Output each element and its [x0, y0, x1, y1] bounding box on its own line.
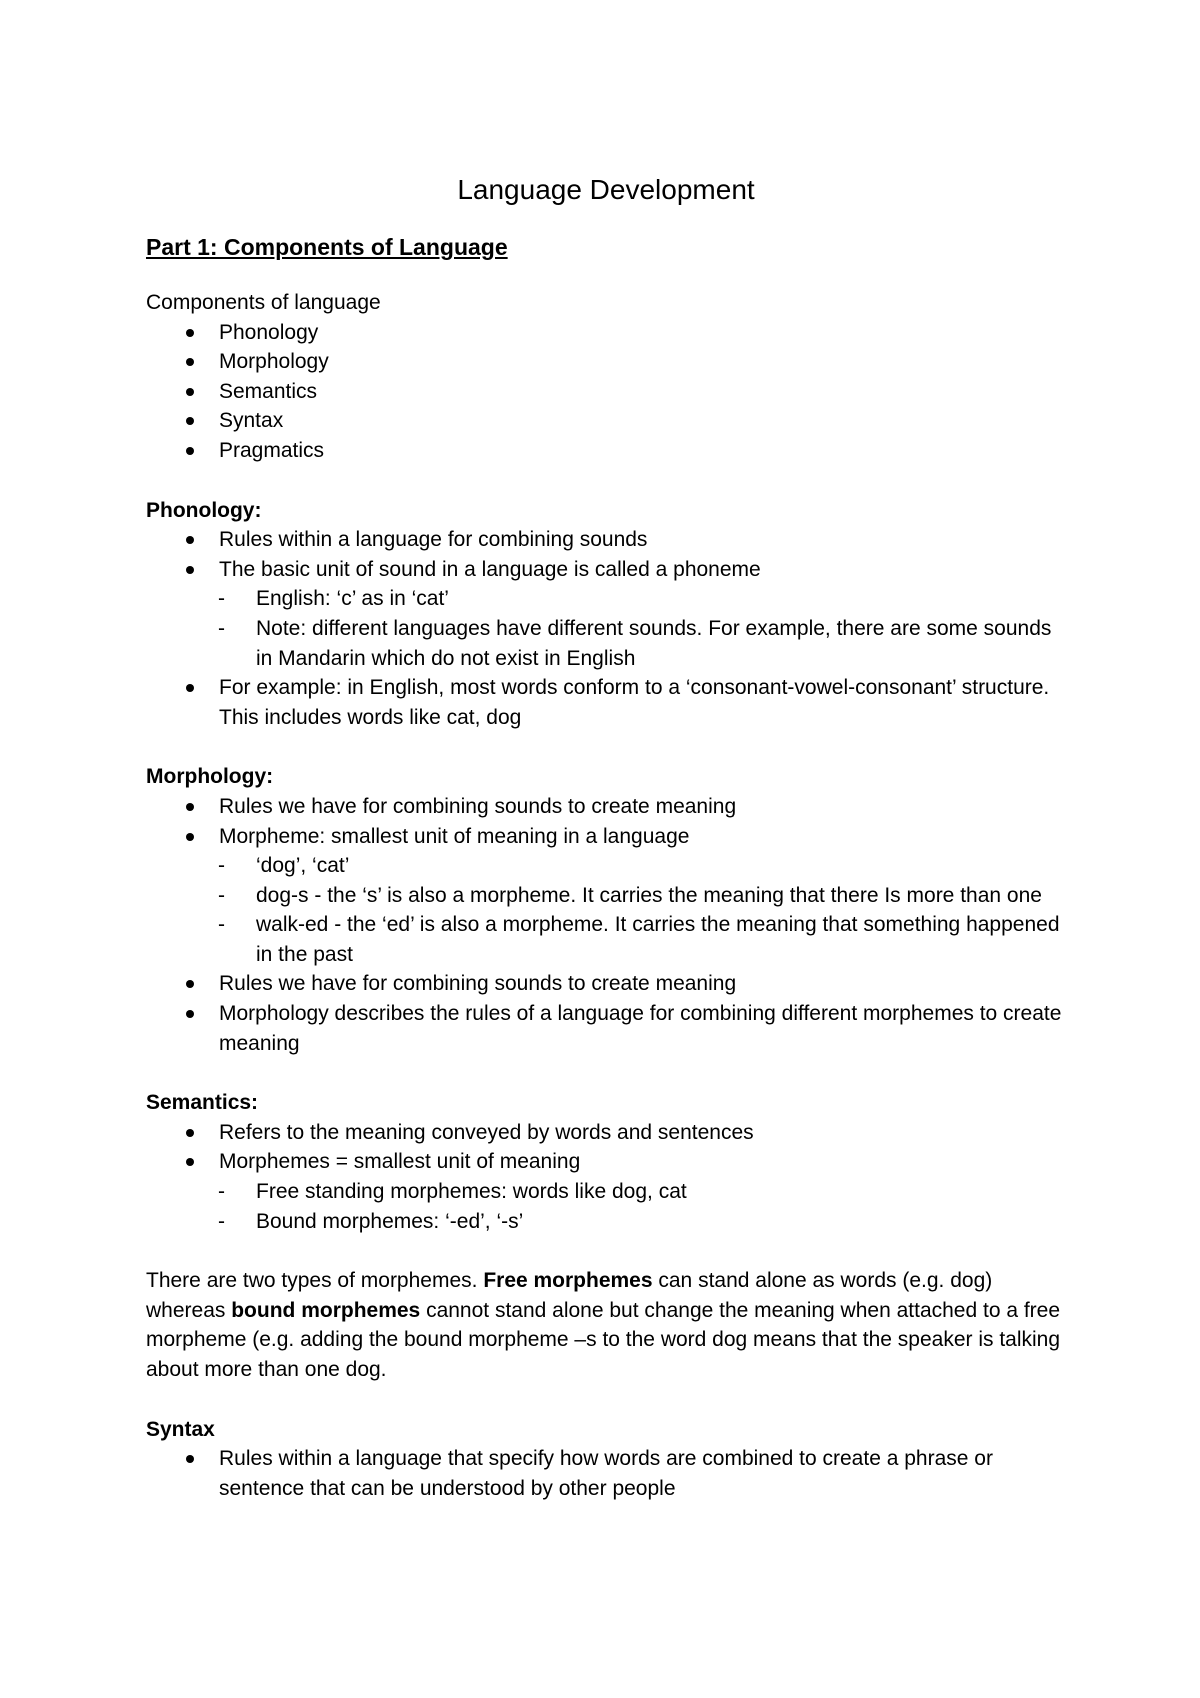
- morphology-list: [146, 792, 1066, 851]
- list-item: Pragmatics: [146, 436, 1066, 466]
- semantics-sublist: [146, 1177, 1066, 1236]
- list-item: Morpheme: smallest unit of meaning in a language: [146, 822, 1066, 852]
- document-title: Language Development: [457, 174, 755, 205]
- list-item: Syntax: [146, 406, 1066, 436]
- semantics-heading: Semantics:: [146, 1091, 259, 1115]
- bullet-icon: [186, 1158, 194, 1166]
- bullet-icon: [186, 1129, 194, 1137]
- bullet-icon: [186, 447, 194, 455]
- list-item: Rules within a language for combining sounds: [146, 525, 1066, 555]
- phonology-heading: Phonology:: [146, 498, 262, 522]
- bullet-icon: [186, 417, 194, 425]
- syntax-heading: Syntax: [146, 1417, 215, 1441]
- dash-icon: -: [218, 587, 225, 611]
- morphology-sublist: [146, 851, 1066, 969]
- sub-list-item: - dog-s - the ‘s’ is also a morpheme. It carries the meaning that there Is more than one: [146, 881, 1066, 911]
- sub-list-item: - Free standing morphemes: words like dog, cat: [146, 1177, 1066, 1207]
- dash-icon: -: [218, 616, 225, 640]
- list-item: Morphemes = smallest unit of meaning: [146, 1147, 1066, 1177]
- bullet-icon: [186, 329, 194, 337]
- sub-list-item: - Bound morphemes: ‘-ed’, ‘-s’: [146, 1207, 1066, 1237]
- list-item: Phonology: [146, 318, 1066, 348]
- part-heading: Part 1: Components of Language: [146, 234, 508, 260]
- components-intro: Components of language: [146, 291, 381, 314]
- morphology-list-cont: [146, 969, 1066, 1058]
- sub-list-item: - Note: different languages have different sounds. For example, there are some sounds in Mandarin which do not exist in English: [146, 614, 1066, 673]
- dash-icon: -: [218, 913, 225, 937]
- phonology-list: [146, 525, 1066, 584]
- bound-morphemes-term: bound morphemes: [231, 1298, 421, 1322]
- list-item: The basic unit of sound in a language is called a phoneme: [146, 555, 1066, 585]
- syntax-list: [146, 1444, 1066, 1503]
- sub-list-item: - English: ‘c’ as in ‘cat’: [146, 584, 1066, 614]
- bullet-icon: [186, 388, 194, 396]
- bullet-icon: [186, 566, 194, 574]
- bullet-icon: [186, 803, 194, 811]
- sub-list-item: - walk-ed - the ‘ed’ is also a morpheme. It carries the meaning that something happened in the past: [146, 910, 1066, 969]
- semantics-list: [146, 1118, 1066, 1177]
- list-item: Refers to the meaning conveyed by words and sentences: [146, 1118, 1066, 1148]
- dash-icon: -: [218, 854, 225, 878]
- morpheme-types-paragraph: There are two types of morphemes. Free morphemes can stand alone as words (e.g. dog) whereas bound morphemes cannot stand alone but change the meaning when attached to a free morpheme (e.g. adding the bound morpheme –s to the word dog means that the speaker is talking about more than one dog.: [146, 1269, 1061, 1381]
- list-item: Morphology describes the rules of a language for combining different morphemes to create meaning: [146, 999, 1066, 1058]
- list-item: Semantics: [146, 377, 1066, 407]
- dash-icon: -: [218, 1180, 225, 1204]
- document-body: [146, 172, 1066, 1503]
- bullet-icon: [186, 536, 194, 544]
- list-item: Rules we have for combining sounds to create meaning: [146, 792, 1066, 822]
- list-item: Morphology: [146, 347, 1066, 377]
- dash-icon: -: [218, 1209, 225, 1233]
- phonology-list-cont: [146, 673, 1066, 732]
- free-morphemes-term: Free morphemes: [483, 1269, 653, 1293]
- morphology-heading: Morphology:: [146, 765, 274, 789]
- bullet-icon: [186, 684, 194, 692]
- list-item: For example: in English, most words conform to a ‘consonant-vowel-consonant’ structure. This includes words like cat, dog: [146, 673, 1066, 732]
- list-item: Rules we have for combining sounds to create meaning: [146, 969, 1066, 999]
- components-list: [146, 318, 1066, 466]
- bullet-icon: [186, 358, 194, 366]
- bullet-icon: [186, 980, 194, 988]
- bullet-icon: [186, 833, 194, 841]
- phonology-sublist: [146, 584, 1066, 673]
- dash-icon: -: [218, 883, 225, 907]
- sub-list-item: - ‘dog’, ‘cat’: [146, 851, 1066, 881]
- bullet-icon: [186, 1455, 194, 1463]
- bullet-icon: [186, 1010, 194, 1018]
- list-item: Rules within a language that specify how words are combined to create a phrase or sentence that can be understood by other people: [146, 1444, 1066, 1503]
